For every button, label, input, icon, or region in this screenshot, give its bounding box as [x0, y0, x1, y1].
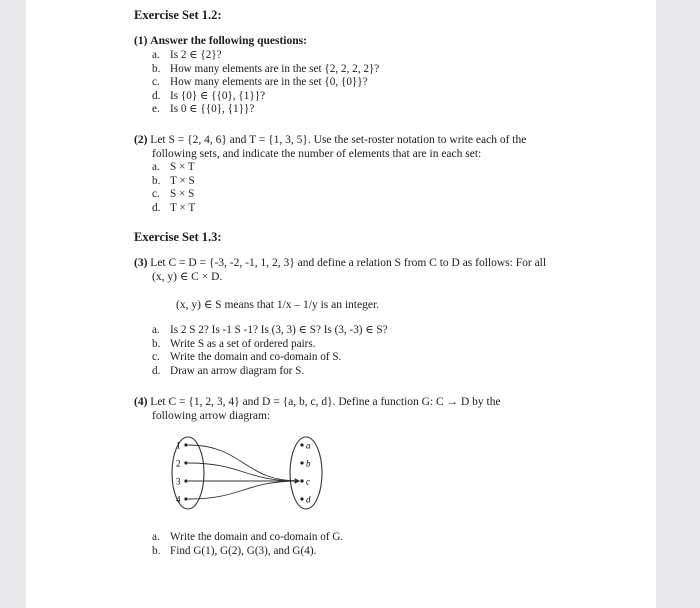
list-item: b. Find G(1), G(2), G(3), and G(4).: [152, 544, 317, 557]
arrow-2-to-c: [188, 463, 299, 481]
question-4-items: [152, 531, 343, 558]
list-item: c. How many elements are in the set {0, {0}}?: [152, 76, 368, 89]
list-item: e. Is 0 ∈ {{0}, {1}}?: [152, 103, 255, 116]
codomain-label-a: a: [306, 440, 311, 451]
question-4-line-2: following arrow diagram:: [152, 410, 271, 422]
codomain-dot-b: [300, 461, 303, 464]
codomain-label-b: b: [306, 458, 311, 469]
section-title-set-1-2: Exercise Set 1.2:: [134, 8, 222, 22]
list-item: d. Is {0} ∈ {{0}, {1}}?: [152, 89, 266, 102]
codomain-dot-c: [300, 479, 303, 482]
question-3-number: (3): [134, 257, 148, 269]
domain-dot-4: [184, 497, 187, 500]
codomain-dot-d: [300, 497, 303, 500]
question-1-heading: [134, 34, 307, 48]
list-item: c. Write the domain and co-domain of S.: [152, 351, 342, 364]
question-3-heading: [134, 256, 546, 270]
question-2-number: (2): [134, 134, 148, 146]
question-2-items: [152, 161, 195, 215]
domain-label-2: 2: [176, 458, 181, 469]
list-item: a. Write the domain and co-domain of G.: [152, 531, 344, 543]
arrow-4-to-c: [188, 481, 299, 499]
section-title-set-1-3: Exercise Set 1.3:: [134, 230, 222, 244]
arrow-1-to-c: [188, 445, 299, 481]
question-3-line-1: Let C = D = {-3, -2, -1, 1, 2, 3} and define a relation S from C to D as follows: For all: [150, 257, 547, 269]
domain-dot-2: [184, 461, 187, 464]
list-item: a. Is 2 ∈ {2}?: [152, 49, 222, 61]
question-3-line-2: (x, y) ∈ C × D.: [152, 271, 223, 283]
question-2-line-2: following sets, and indicate the number of elements that are in each set:: [152, 148, 482, 160]
domain-dot-3: [184, 479, 187, 482]
domain-label-3: 3: [176, 476, 181, 487]
question-4-heading: [134, 395, 501, 409]
question-1-items: [152, 49, 379, 117]
question-1-prompt: Answer the following questions:: [150, 35, 307, 47]
question-1-number: (1): [134, 35, 148, 47]
codomain-label-c: c: [306, 476, 310, 487]
arrow-diagram: [160, 433, 330, 513]
domain-label-4: 4: [176, 494, 181, 505]
list-item: d. T × T: [152, 201, 196, 214]
domain-label-1: 1: [176, 440, 181, 451]
codomain-label-d: d: [306, 494, 311, 505]
domain-dot-1: [184, 443, 187, 446]
question-4-line-1: Let C = {1, 2, 3, 4} and D = {a, b, c, d}. Define a function G: C → D by the: [150, 396, 501, 408]
list-item: b. Write S as a set of ordered pairs.: [152, 337, 316, 350]
document-page: [26, 0, 656, 608]
list-item: b. T × S: [152, 174, 195, 187]
question-2-heading: [134, 133, 526, 147]
question-4-number: (4): [134, 396, 148, 408]
list-item: a. Is 2 S 2? Is -1 S -1? Is (3, 3) ∈ S? Is (3, -3) ∈ S?: [152, 324, 388, 336]
list-item: c. S × S: [152, 188, 195, 201]
list-item: a. S × T: [152, 161, 195, 173]
question-2-line-1: Let S = {2, 4, 6} and T = {1, 3, 5}. Use the set-roster notation to write each of the: [150, 134, 527, 146]
list-item: d. Draw an arrow diagram for S.: [152, 364, 305, 377]
relation-definition: (x, y) ∈ S means that 1/x – 1/y is an integer.: [176, 299, 380, 311]
list-item: b. How many elements are in the set {2, 2, 2, 2}?: [152, 62, 380, 75]
question-3-items: [152, 324, 388, 378]
codomain-dot-a: [300, 443, 303, 446]
